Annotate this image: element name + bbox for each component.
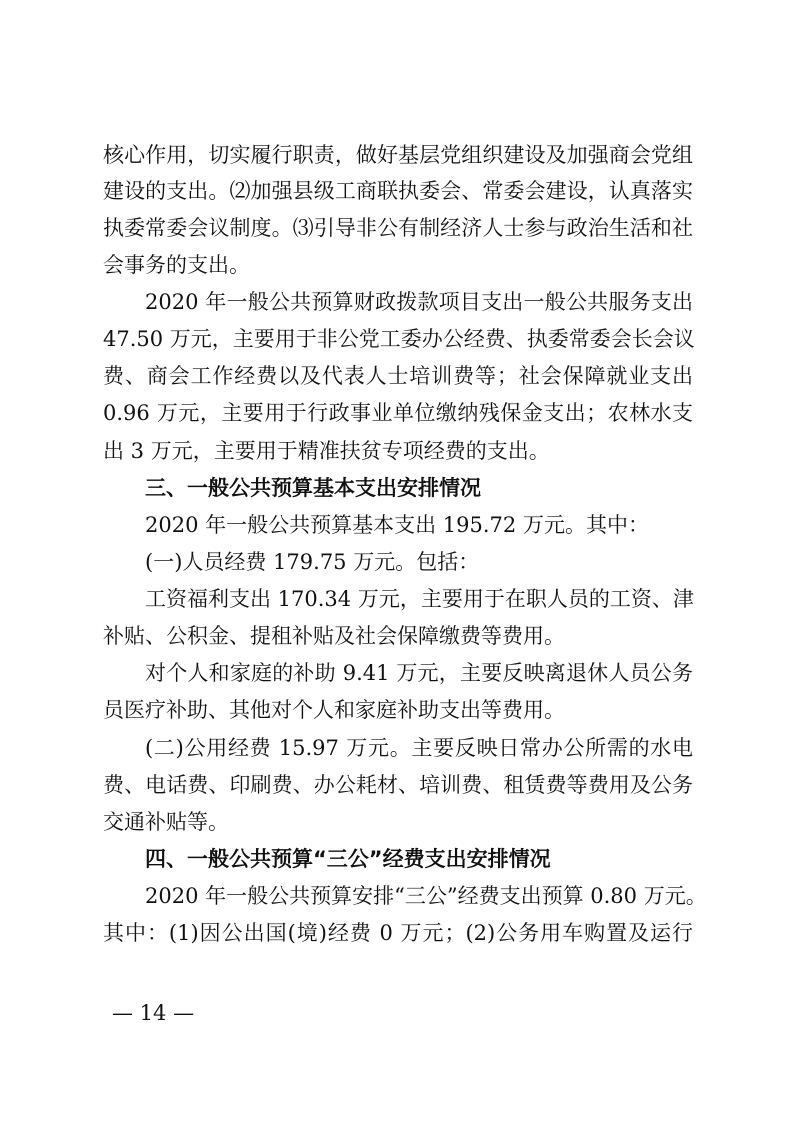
body-line: 交通补贴等。 [103,810,229,834]
section-heading: 四、一般公共预算“三公”经费支出安排情况 [145,847,551,871]
body-line: (一)人员经费 179.75 万元。包括： [145,550,480,574]
body-line: 出 3 万元，主要用于精准扶贫专项经费的支出。 [103,439,550,463]
body-line: 2020 年一般公共预算财政拨款项目支出一般公共服务支出 [145,290,693,314]
body-line: (二)公用经费 15.97 万元。主要反映日常办公所需的水电 [145,736,693,760]
body-line: 补贴、公积金、提租补贴及社会保障缴费等费用。 [103,624,565,648]
body-line: 对个人和家庭的补助 9.41 万元，主要反映离退休人员公务 [145,661,693,685]
page-number: — 14 — [112,1001,195,1025]
body-line: 费、商会工作经费以及代表人士培训费等；社会保障就业支出 [103,364,693,388]
body-line: 员医疗补助、其他对个人和家庭补助支出等费用。 [103,698,565,722]
body-line: 47.50 万元，主要用于非公党工委办公经费、执委常委会长会议 [103,327,695,351]
body-line: 费、电话费、印刷费、办公耗材、培训费、租赁费等费用及公务 [103,773,693,797]
body-line: 2020 年一般公共预算安排“三公”经费支出预算 0.80 万元。 [145,884,707,908]
body-line: 建设的支出。⑵加强县级工商联执委会、常委会建设，认真落实 [103,179,693,203]
body-line: 会事务的支出。 [103,253,250,277]
body-line: 核心作用，切实履行职责，做好基层党组织建设及加强商会党组 [103,143,693,167]
section-heading: 三、一般公共预算基本支出安排情况 [145,476,481,500]
body-line: 其中：(1)因公出国(境)经费 0 万元；(2)公务用车购置及运行 [103,921,693,945]
body-line: 工资福利支出 170.34 万元，主要用于在职人员的工资、津 [145,587,694,611]
body-line: 执委常委会议制度。⑶引导非公有制经济人士参与政治生活和社 [103,216,693,240]
body-line: 0.96 万元，主要用于行政事业单位缴纳残保金支出；农林水支 [103,401,693,425]
body-line: 2020 年一般公共预算基本支出 195.72 万元。其中： [145,513,649,537]
